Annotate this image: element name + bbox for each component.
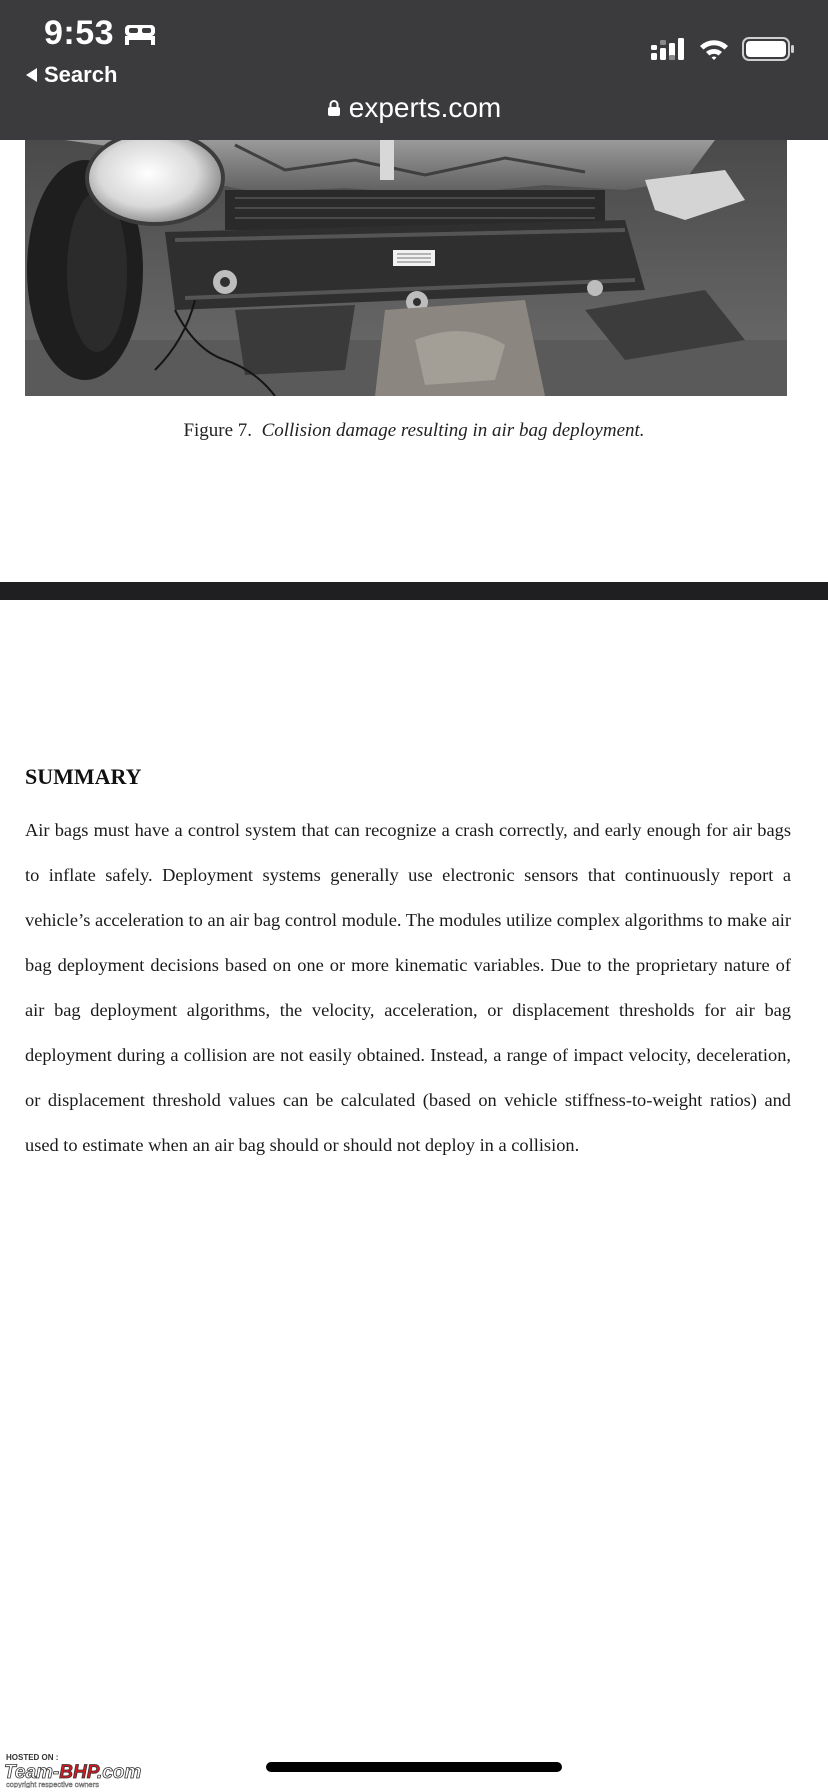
url-text: experts.com: [348, 92, 502, 123]
page-divider: [0, 582, 828, 600]
clock-time: 9:53: [44, 14, 115, 52]
summary-paragraph: Air bags must have a control system that can recognize a crash correctly, and early enough for air bags to inflate safely. Deployment systems generally use electronic sensors that continuously report a vehicle’s acceleration to an air bag control module. The modules utilize complex algorithms to make air bag deployment decisions based on one or more kinematic variables. Due to the proprietary nature of air bag deployment algorithms, the velocity, acceleration, or displacement thresholds for air bag deployment during a collision are not easily obtained. Instead, a range of impact velocity, deceleration, or displacement threshold values can be calculated (based on vehicle stiffness-to-weight ratios) and used to estimate when an air bag should or should not deploy in a collision.: [25, 820, 791, 1155]
figure-caption: [0, 420, 828, 442]
lock-icon: [327, 99, 341, 117]
summary-heading: SUMMARY: [25, 764, 142, 789]
figure-number: Figure 7.: [183, 420, 253, 441]
home-indicator[interactable]: [266, 1762, 562, 1772]
battery-icon: [742, 36, 796, 62]
back-label: Search: [44, 62, 118, 87]
watermark-brand-name: BHP: [59, 1762, 97, 1783]
back-caret-icon: [24, 67, 38, 83]
back-to-search-button[interactable]: [24, 62, 117, 88]
status-icons: [650, 36, 796, 62]
url-bar[interactable]: [0, 92, 828, 124]
watermark-hosted-on: HOSTED ON :: [6, 1753, 59, 1762]
document-page-figure: [0, 140, 828, 582]
wifi-icon: [698, 37, 730, 61]
cellular-signal-icon: [650, 37, 686, 61]
watermark-brand-suffix: .com: [96, 1762, 142, 1783]
document-page-summary: [0, 600, 828, 1750]
collision-damage-photo: [25, 140, 787, 396]
watermark-copyright: copyright respective owners: [6, 1780, 99, 1788]
team-bhp-watermark-logo: [4, 1752, 194, 1788]
figure-caption-text: Collision damage resulting in air bag deployment.: [261, 420, 645, 441]
watermark-brand-prefix: Team-: [4, 1762, 60, 1783]
status-bar: [0, 0, 828, 140]
bed-icon: [124, 23, 156, 45]
time-group: [44, 14, 156, 53]
